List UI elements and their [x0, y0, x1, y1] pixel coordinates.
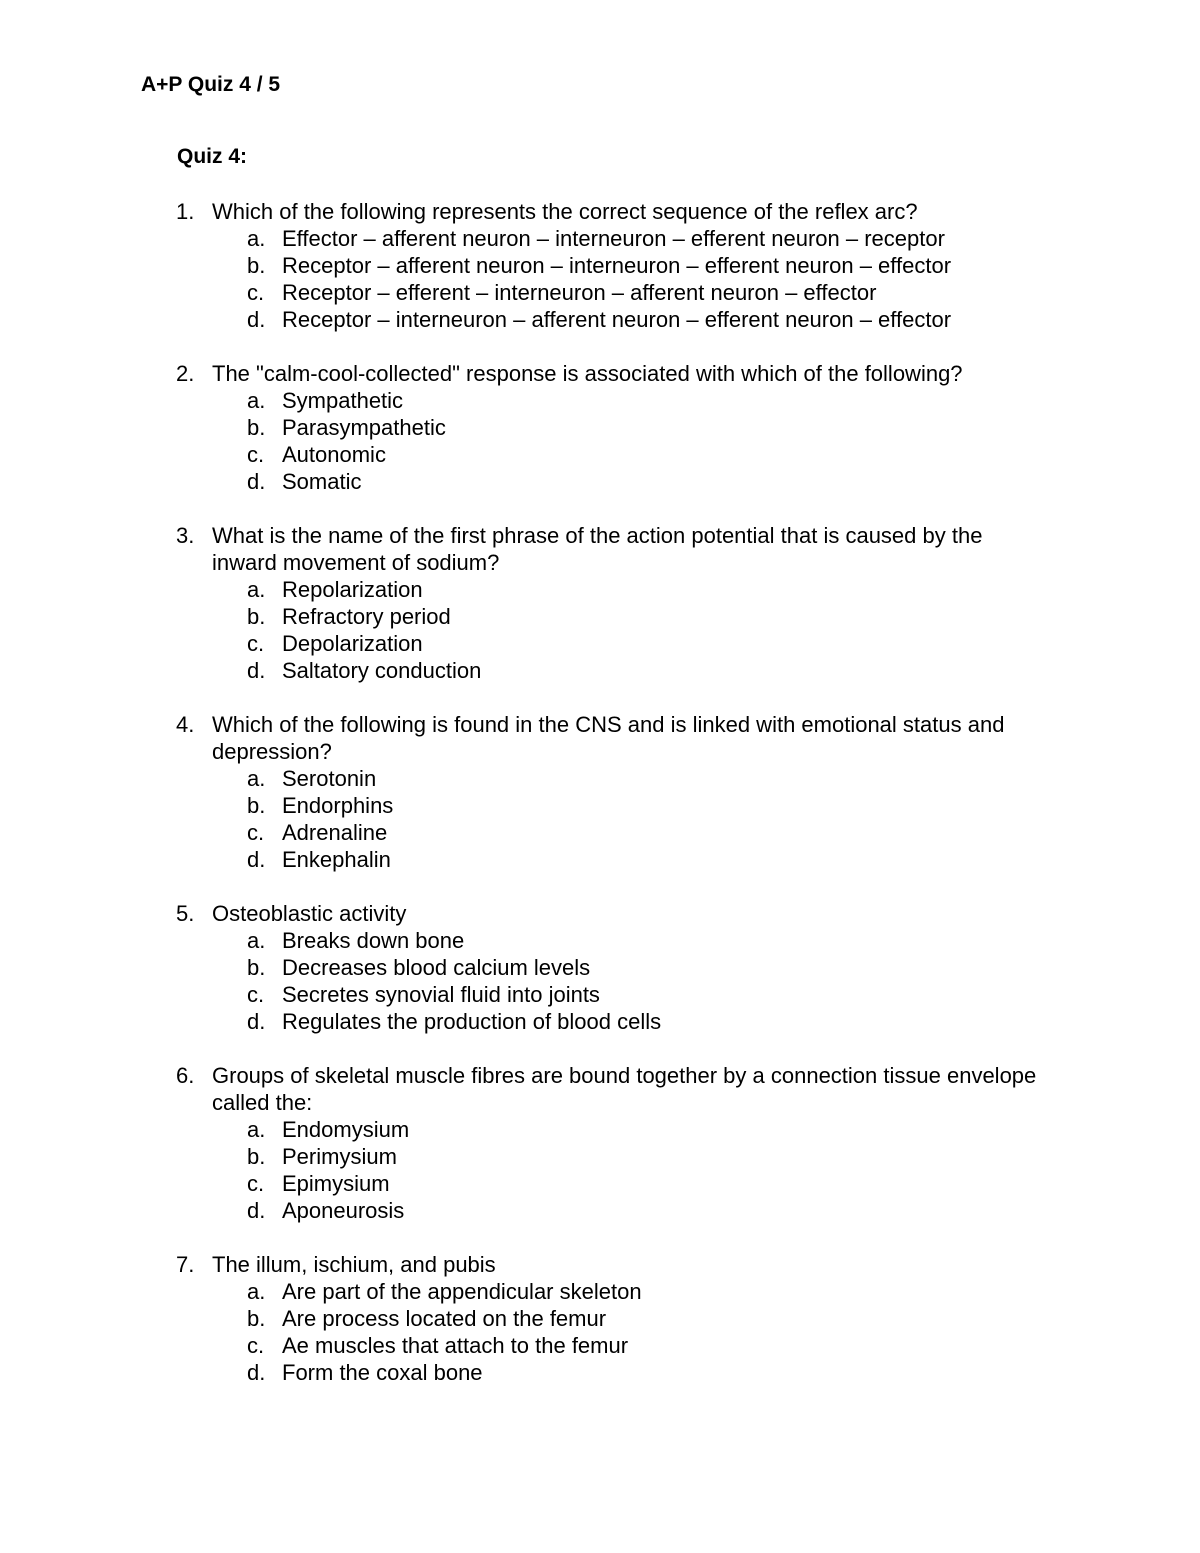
option-letter: c. — [247, 442, 265, 467]
option-letter: d. — [247, 847, 266, 872]
answer-options — [0, 225, 1200, 333]
option-letter: a. — [247, 928, 266, 953]
option-letter: c. — [247, 631, 265, 656]
option-text: Decreases blood calcium levels — [282, 955, 591, 980]
question-item — [0, 198, 1200, 333]
option-text: Receptor – afferent neuron – interneuron – efferent neuron – effector — [282, 253, 952, 278]
option-text: Endomysium — [282, 1117, 410, 1142]
option-letter: d. — [247, 469, 266, 494]
question-item — [0, 1251, 1200, 1386]
option-text: Receptor – interneuron – afferent neuron – efferent neuron – effector — [282, 307, 952, 332]
document-title: A+P Quiz 4 / 5 — [141, 73, 281, 96]
option-letter: b. — [247, 253, 266, 278]
option-letter: c. — [247, 280, 265, 305]
answer-option — [0, 819, 1200, 846]
option-letter: c. — [247, 1171, 265, 1196]
option-letter: b. — [247, 793, 266, 818]
answer-option — [0, 468, 1200, 495]
answer-option — [0, 414, 1200, 441]
answer-option — [0, 603, 1200, 630]
option-text: Autonomic — [282, 442, 386, 467]
question-text: Which of the following represents the correct sequence of the reflex arc? — [212, 199, 918, 224]
option-letter: a. — [247, 577, 266, 602]
option-text: Saltatory conduction — [282, 658, 482, 683]
option-letter: c. — [247, 820, 265, 845]
option-letter: d. — [247, 1198, 266, 1223]
option-letter: b. — [247, 955, 266, 980]
option-letter: b. — [247, 604, 266, 629]
answer-option — [0, 387, 1200, 414]
option-letter: d. — [247, 658, 266, 683]
question-item — [0, 522, 1200, 684]
option-text: Somatic — [282, 469, 362, 494]
answer-option — [0, 630, 1200, 657]
option-letter: a. — [247, 1279, 266, 1304]
question-item — [0, 360, 1200, 495]
question-number: 7. — [176, 1252, 195, 1277]
question-text: The illum, ischium, and pubis — [212, 1252, 496, 1277]
question-number: 2. — [176, 361, 195, 386]
option-text: Aponeurosis — [282, 1198, 405, 1223]
option-letter: a. — [247, 388, 266, 413]
option-text: Regulates the production of blood cells — [282, 1009, 662, 1034]
answer-option — [0, 765, 1200, 792]
option-text: Are part of the appendicular skeleton — [282, 1279, 642, 1304]
answer-options — [0, 387, 1200, 495]
answer-option — [0, 252, 1200, 279]
question-number: 6. — [176, 1063, 195, 1088]
answer-option — [0, 1278, 1200, 1305]
option-text: Breaks down bone — [282, 928, 465, 953]
option-letter: c. — [247, 1333, 265, 1358]
answer-option — [0, 225, 1200, 252]
question-number: 3. — [176, 523, 195, 548]
option-text: Refractory period — [282, 604, 451, 629]
question-text: The "calm-cool-collected" response is associated with which of the following? — [212, 361, 963, 386]
option-text: Perimysium — [282, 1144, 397, 1169]
answer-option — [0, 1332, 1200, 1359]
option-letter: d. — [247, 1009, 266, 1034]
question-item — [0, 900, 1200, 1035]
answer-option — [0, 279, 1200, 306]
answer-option — [0, 441, 1200, 468]
answer-option — [0, 954, 1200, 981]
answer-option — [0, 1143, 1200, 1170]
answer-option — [0, 1008, 1200, 1035]
option-text: Repolarization — [282, 577, 423, 602]
option-text: Secretes synovial fluid into joints — [282, 982, 600, 1007]
option-letter: d. — [247, 307, 266, 332]
option-text: Serotonin — [282, 766, 377, 791]
option-text: Depolarization — [282, 631, 423, 656]
option-letter: d. — [247, 1360, 266, 1385]
answer-option — [0, 1197, 1200, 1224]
option-letter: b. — [247, 1144, 266, 1169]
option-letter: b. — [247, 415, 266, 440]
option-text: Effector – afferent neuron – interneuron – efferent neuron – receptor — [282, 226, 945, 251]
answer-option — [0, 306, 1200, 333]
answer-option — [0, 1359, 1200, 1386]
question-text: Osteoblastic activity — [212, 901, 407, 926]
option-text: Adrenaline — [282, 820, 388, 845]
answer-option — [0, 927, 1200, 954]
option-text: Sympathetic — [282, 388, 404, 413]
question-text: What is the name of the first phrase of the action potential that is caused by the inward movement of sodium? — [212, 523, 983, 575]
answer-option — [0, 1305, 1200, 1332]
question-list — [0, 198, 1200, 1413]
option-text: Are process located on the femur — [282, 1306, 607, 1331]
option-letter: c. — [247, 982, 265, 1007]
question-number: 1. — [176, 199, 195, 224]
option-text: Ae muscles that attach to the femur — [282, 1333, 629, 1358]
answer-options — [0, 927, 1200, 1035]
question-number: 5. — [176, 901, 195, 926]
answer-options — [0, 576, 1200, 684]
question-item — [0, 1062, 1200, 1224]
option-text: Form the coxal bone — [282, 1360, 483, 1385]
question-text: Which of the following is found in the CNS and is linked with emotional status and depression? — [212, 712, 1005, 764]
option-text: Receptor – efferent – interneuron – afferent neuron – effector — [282, 280, 877, 305]
answer-option — [0, 846, 1200, 873]
option-text: Endorphins — [282, 793, 394, 818]
answer-option — [0, 576, 1200, 603]
answer-options — [0, 1116, 1200, 1224]
answer-option — [0, 981, 1200, 1008]
answer-option — [0, 792, 1200, 819]
option-letter: b. — [247, 1306, 266, 1331]
question-number: 4. — [176, 712, 195, 737]
option-letter: a. — [247, 1117, 266, 1142]
option-text: Enkephalin — [282, 847, 391, 872]
answer-option — [0, 657, 1200, 684]
answer-options — [0, 765, 1200, 873]
section-heading: Quiz 4: — [177, 145, 248, 168]
answer-options — [0, 1278, 1200, 1386]
option-text: Parasympathetic — [282, 415, 446, 440]
question-item — [0, 711, 1200, 873]
answer-option — [0, 1170, 1200, 1197]
answer-option — [0, 1116, 1200, 1143]
question-text: Groups of skeletal muscle fibres are bound together by a connection tissue envelope called the: — [212, 1063, 1037, 1115]
option-letter: a. — [247, 226, 266, 251]
option-text: Epimysium — [282, 1171, 390, 1196]
option-letter: a. — [247, 766, 266, 791]
